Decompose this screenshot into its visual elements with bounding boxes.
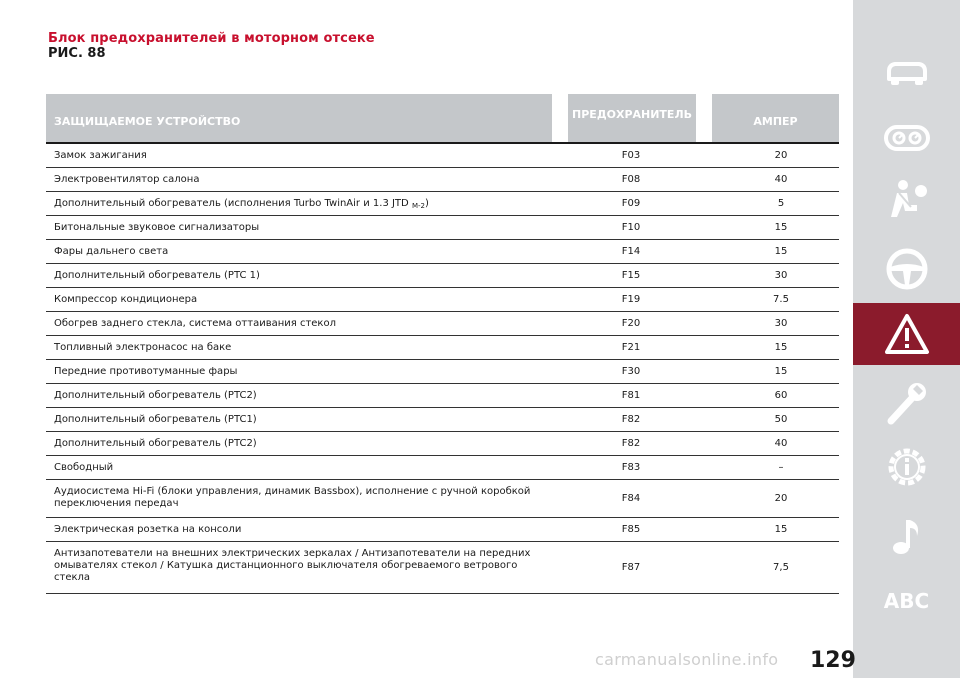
fuse-cell: F82 — [621, 414, 641, 425]
device-subscript: M-2 — [411, 202, 425, 210]
page-title: Блок предохранителей в моторном отсеке — [48, 31, 375, 46]
table-row — [46, 542, 839, 594]
table-header — [46, 94, 839, 142]
amp-cell: 7,5 — [773, 562, 789, 573]
sidebar-item-dashboard[interactable] — [853, 106, 960, 168]
amp-cell: 15 — [774, 366, 788, 377]
table-row — [46, 312, 839, 336]
device-cell: Свободный — [54, 462, 114, 473]
table-row — [46, 168, 839, 192]
table-row — [46, 360, 839, 384]
sidebar-item-maintenance[interactable] — [853, 372, 960, 434]
device-cell: Передние противотуманные фары — [54, 366, 238, 377]
wrench-icon — [883, 381, 931, 425]
amp-cell: 15 — [774, 246, 788, 257]
fuse-cell: F81 — [621, 390, 641, 401]
amp-cell: 40 — [774, 438, 788, 449]
table-row — [46, 432, 839, 456]
fuse-cell: F30 — [621, 366, 641, 377]
table-row — [46, 240, 839, 264]
sidebar-item-multimedia[interactable] — [853, 505, 960, 567]
table-row — [46, 480, 839, 518]
fuse-cell: F87 — [621, 562, 641, 573]
music-note-icon — [883, 514, 931, 558]
device-tail: ) — [424, 198, 429, 209]
amp-cell: 20 — [774, 493, 788, 504]
sidebar-item-emergency[interactable] — [853, 303, 960, 365]
page-number: 129 — [810, 648, 856, 673]
device-cell: Дополнительный обогреватель (PTC2) — [54, 438, 257, 449]
amp-cell: 30 — [774, 270, 788, 281]
table-row — [46, 216, 839, 240]
section-sidebar — [853, 0, 960, 678]
seatbelt-airbag-icon — [883, 177, 931, 221]
fuse-cell: F21 — [621, 342, 641, 353]
table-row — [46, 408, 839, 432]
column-header-fuse: ПРЕДОХРАНИТЕЛЬ — [568, 94, 696, 142]
device-cell: Дополнительный обогреватель (PTC2) — [54, 390, 257, 401]
device-cell: Топливный электронасос на баке — [54, 342, 232, 353]
info-gear-icon — [883, 445, 931, 489]
fuse-table — [46, 144, 839, 594]
column-header-device: ЗАЩИЩАЕМОЕ УСТРОЙСТВО — [46, 94, 552, 142]
amp-cell: 15 — [774, 222, 788, 233]
fuse-cell: F15 — [621, 270, 641, 281]
device-cell: Компрессор кондиционера — [54, 294, 198, 305]
device-cell: Дополнительный обогреватель (PTC1) — [54, 414, 257, 425]
column-header-amp: АМПЕР — [712, 94, 839, 142]
sidebar-item-car[interactable] — [853, 40, 960, 102]
fuse-cell: F10 — [621, 222, 641, 233]
device-cell: Фары дальнего света — [54, 246, 169, 257]
steering-wheel-icon — [883, 247, 931, 291]
amp-cell: 20 — [774, 150, 788, 161]
device-text: Дополнительный обогреватель (исполнения Turbo TwinAir и 1.3 JTD — [54, 198, 409, 209]
fuse-cell: F85 — [621, 524, 641, 535]
fuse-cell: F14 — [621, 246, 641, 257]
fuse-cell: F83 — [621, 462, 641, 473]
device-cell: Замок зажигания — [54, 150, 147, 161]
amp-cell: 15 — [774, 342, 788, 353]
device-cell: Аудиосистема Hi-Fi (блоки управления, динамик Bassbox), исполнение с ручной коробкой переключения передач — [54, 486, 531, 509]
table-row — [46, 384, 839, 408]
amp-cell: 7.5 — [773, 294, 789, 305]
device-cell: Дополнительный обогреватель (PTC 1) — [54, 270, 260, 281]
amp-cell: 15 — [774, 524, 788, 535]
table-row — [46, 336, 839, 360]
amp-cell: 40 — [774, 174, 788, 185]
sidebar-item-steering[interactable] — [853, 238, 960, 300]
table-row — [46, 192, 839, 216]
fuse-cell: F82 — [621, 438, 641, 449]
table-row — [46, 518, 839, 542]
car-icon — [883, 49, 931, 93]
warning-triangle-icon — [883, 312, 931, 356]
fuse-cell: F09 — [621, 198, 641, 209]
dashboard-gauges-icon — [883, 115, 931, 159]
device-cell: Электровентилятор салона — [54, 174, 200, 185]
amp-cell: 60 — [774, 390, 788, 401]
sidebar-item-safety[interactable] — [853, 168, 960, 230]
fuse-cell: F84 — [621, 493, 641, 504]
watermark: carmanualsonline.info — [595, 650, 779, 669]
device-cell: Обогрев заднего стекла, система оттаивания стекол — [54, 318, 336, 329]
table-row — [46, 264, 839, 288]
sidebar-item-technical[interactable] — [853, 436, 960, 498]
fuse-cell: F08 — [621, 174, 641, 185]
fuse-cell: F03 — [621, 150, 641, 161]
fuse-cell: F20 — [621, 318, 641, 329]
fuse-cell: F19 — [621, 294, 641, 305]
table-row — [46, 288, 839, 312]
device-cell — [54, 198, 554, 212]
device-cell: Электрическая розетка на консоли — [54, 524, 242, 535]
amp-cell: 30 — [774, 318, 788, 329]
amp-cell: 50 — [774, 414, 788, 425]
sidebar-item-index[interactable] — [853, 570, 960, 632]
table-row — [46, 456, 839, 480]
amp-cell: – — [778, 462, 784, 473]
index-label: ABC — [883, 589, 930, 613]
table-row — [46, 144, 839, 168]
amp-cell: 5 — [777, 198, 785, 209]
device-cell: Битональные звуковое сигнализаторы — [54, 222, 260, 233]
figure-reference: РИС. 88 — [48, 46, 106, 61]
device-cell: Антизапотеватели на внешних электрических зеркалах / Антизапотеватели на передних омывателях стекол / Катушка дистанционного выключателя обогреваемого ветрового стекла — [54, 548, 531, 583]
